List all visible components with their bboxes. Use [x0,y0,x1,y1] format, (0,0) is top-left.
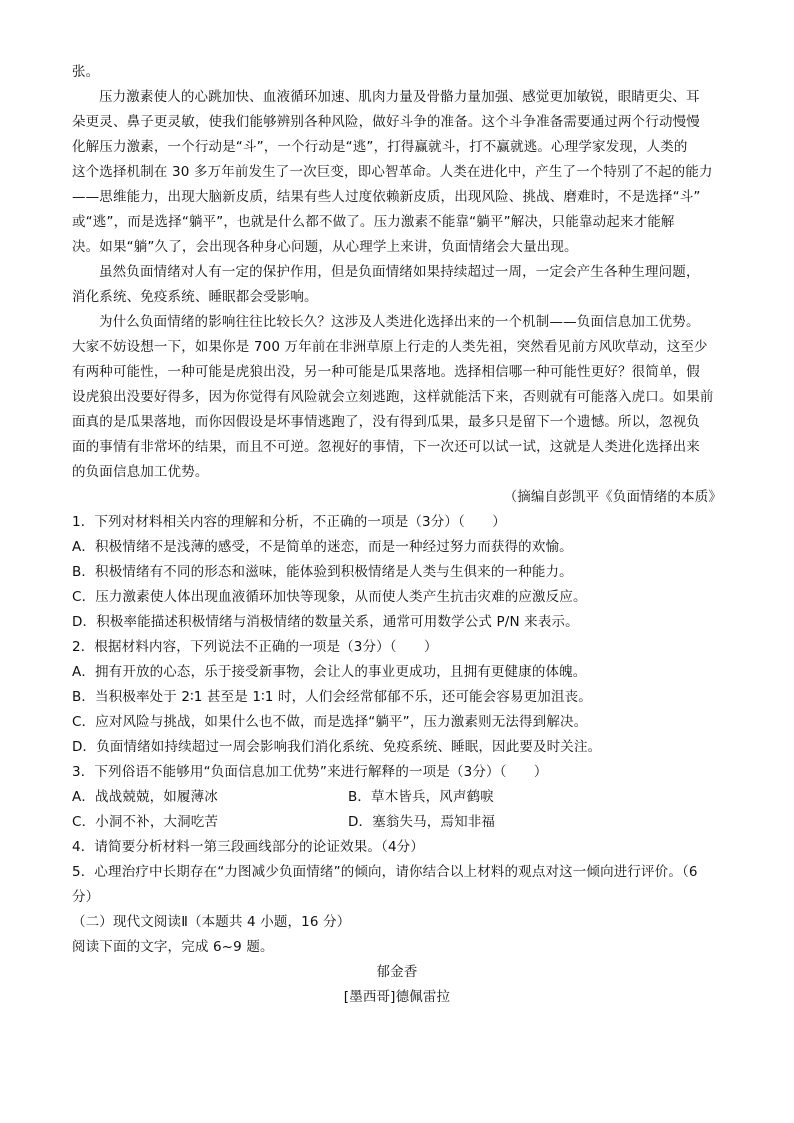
passage-source: （摘编自彭凯平《负面情绪的本质》 [503,489,722,505]
option-b: B．草木皆兵，风声鹤唳 [348,789,494,805]
paragraph-line: 这个选择机制在 30 多万年前发生了一次巨变，即心智革命。人类在进化中，产生了一个特别了不起的能力 [72,164,713,180]
passage-paragraph-2 [72,260,722,310]
option-row [72,785,722,810]
option-d: D．塞翁失马，焉知非福 [348,814,496,830]
option-c: C．小洞不补，大洞吃苦 [72,814,219,830]
question-stem: 3．下列俗语不能够用“负面信息加工优势”来进行解释的一项是（3分）（ ） [72,764,548,780]
section-heading: （二）现代文阅读Ⅱ（本题共 4 小题，16 分） [72,914,351,930]
paragraph-line: 虽然负面情绪对人有一定的保护作用，但是负面情绪如果持续超过一周，一定会产生各种生理问题， [99,264,700,280]
paragraph-line: ——思维能力，出现大脑新皮质，结果有些人过度依赖新皮质，出现风险、挑战、磨难时，不是选择“斗” [72,189,701,205]
option-c: C．压力激素使人体出现血液循环加快等现象，从而使人类产生抗击灾难的应激反应。 [72,589,587,605]
question-stem: 2．根据材料内容，下列说法不正确的一项是（3分）（ ） [72,639,438,655]
option-c: C．应对风险与挑战，如果什么也不做，而是选择“躺平”，压力激素则无法得到解决。 [72,714,588,730]
passage-fragment: 张。 [72,64,100,80]
paragraph-line: 大家不妨设想一下，如果你是 700 万年前在非洲草原上行走的人类先祖，突然看见前方风吹草动，这至少 [72,339,708,355]
option-a: A．战战兢兢，如履薄冰 [72,789,218,805]
question-5: 5．心理治疗中长期存在“力图减少负面情绪”的倾向，请你结合以上材料的观点对这一倾向进行评价。（6 [72,864,698,880]
paragraph-line: 朵更灵、鼻子更灵敏，使我们能够辨别各种风险，做好斗争的准备。这个斗争准备需要通过两个行动慢慢 [72,114,700,130]
passage-paragraph-1 [72,85,722,260]
option-a: A．积极情绪不是浅薄的感受，不是简单的迷恋，而是一种经过努力而获得的欢愉。 [72,539,573,555]
option-d: D．积极率能描述积极情绪与消极情绪的数量关系，通常可用数学公式 P/N 来表示。 [72,614,579,630]
paragraph-line: 压力激素使人的心跳加快、血液循环加速、肌肉力量及骨骼力量加强、感觉更加敏锐，眼睛更尖、耳 [99,89,700,105]
question-5-tail: 分） [72,889,100,905]
paragraph-line: 决。如果“躺”久了，会出现各种身心问题，从心理学上来讲，负面情绪会大量出现。 [72,239,578,255]
question-stem: 1．下列对材料相关内容的理解和分析，不正确的一项是（3分）（ ） [72,514,506,530]
question-2 [72,635,722,760]
paragraph-line: 有两种可能性，一种可能是虎狼出没，另一种可能是瓜果落地。选择相信哪一种可能性更好？很简单，假 [72,364,700,380]
question-4: 4．请简要分析材料一第三段画线部分的论证效果。（4分） [72,839,424,855]
option-b: B．当积极率处于 2∶1 甚至是 1∶1 时，人们会经常郁郁不乐，还可能会容易更加沮丧。 [72,689,592,705]
article-author: [墨西哥]德佩雷拉 [343,989,451,1005]
document-page [72,60,722,1010]
paragraph-line: 化解压力激素，一个行动是“斗”，一个行动是“逃”，打得赢就斗，打不赢就逃。心理学家发现，人类的 [72,139,688,155]
paragraph-line: 消化系统、免疫系统、睡眠都会受影响。 [72,289,318,305]
paragraph-line: 面的事情有非常坏的结果，而且不可逆。忽视好的事情，下一次还可以试一试，这就是人类进化选择出来 [72,439,700,455]
paragraph-line: 为什么负面情绪的影响往往比较长久？这涉及人类进化选择出来的一个机制——负面信息加工优势。 [99,314,700,330]
option-d: D．负面情绪如持续超过一周会影响我们消化系统、免疫系统、睡眠，因此要及时关注。 [72,739,602,755]
section-instruction: 阅读下面的文字，完成 6~9 题。 [72,939,274,955]
article-title: 郁金香 [376,964,418,980]
option-b: B．积极情绪有不同的形态和滋味，能体验到积极情绪是人类与生俱来的一种能力。 [72,564,573,580]
passage-paragraph-3 [72,310,722,485]
paragraph-line: 设虎狼出没要好得多，因为你觉得有风险就会立刻逃跑，这样就能活下来，否则就有可能落入虎口。如果前 [72,389,714,405]
option-row [72,810,722,835]
question-1 [72,510,722,635]
paragraph-line: 面真的是瓜果落地，而你因假设是坏事情逃跑了，没有得到瓜果，最多只是留下一个遗憾。所以，忽视负 [72,414,700,430]
question-3 [72,760,722,835]
paragraph-line: 的负面信息加工优势。 [72,464,209,480]
paragraph-line: 或“逃”，而是选择“躺平”，也就是什么都不做了。压力激素不能靠“躺平”解决，只能靠动起来才能解 [72,214,675,230]
option-a: A．拥有开放的心态，乐于接受新事物，会让人的事业更成功，且拥有更健康的体魄。 [72,664,587,680]
